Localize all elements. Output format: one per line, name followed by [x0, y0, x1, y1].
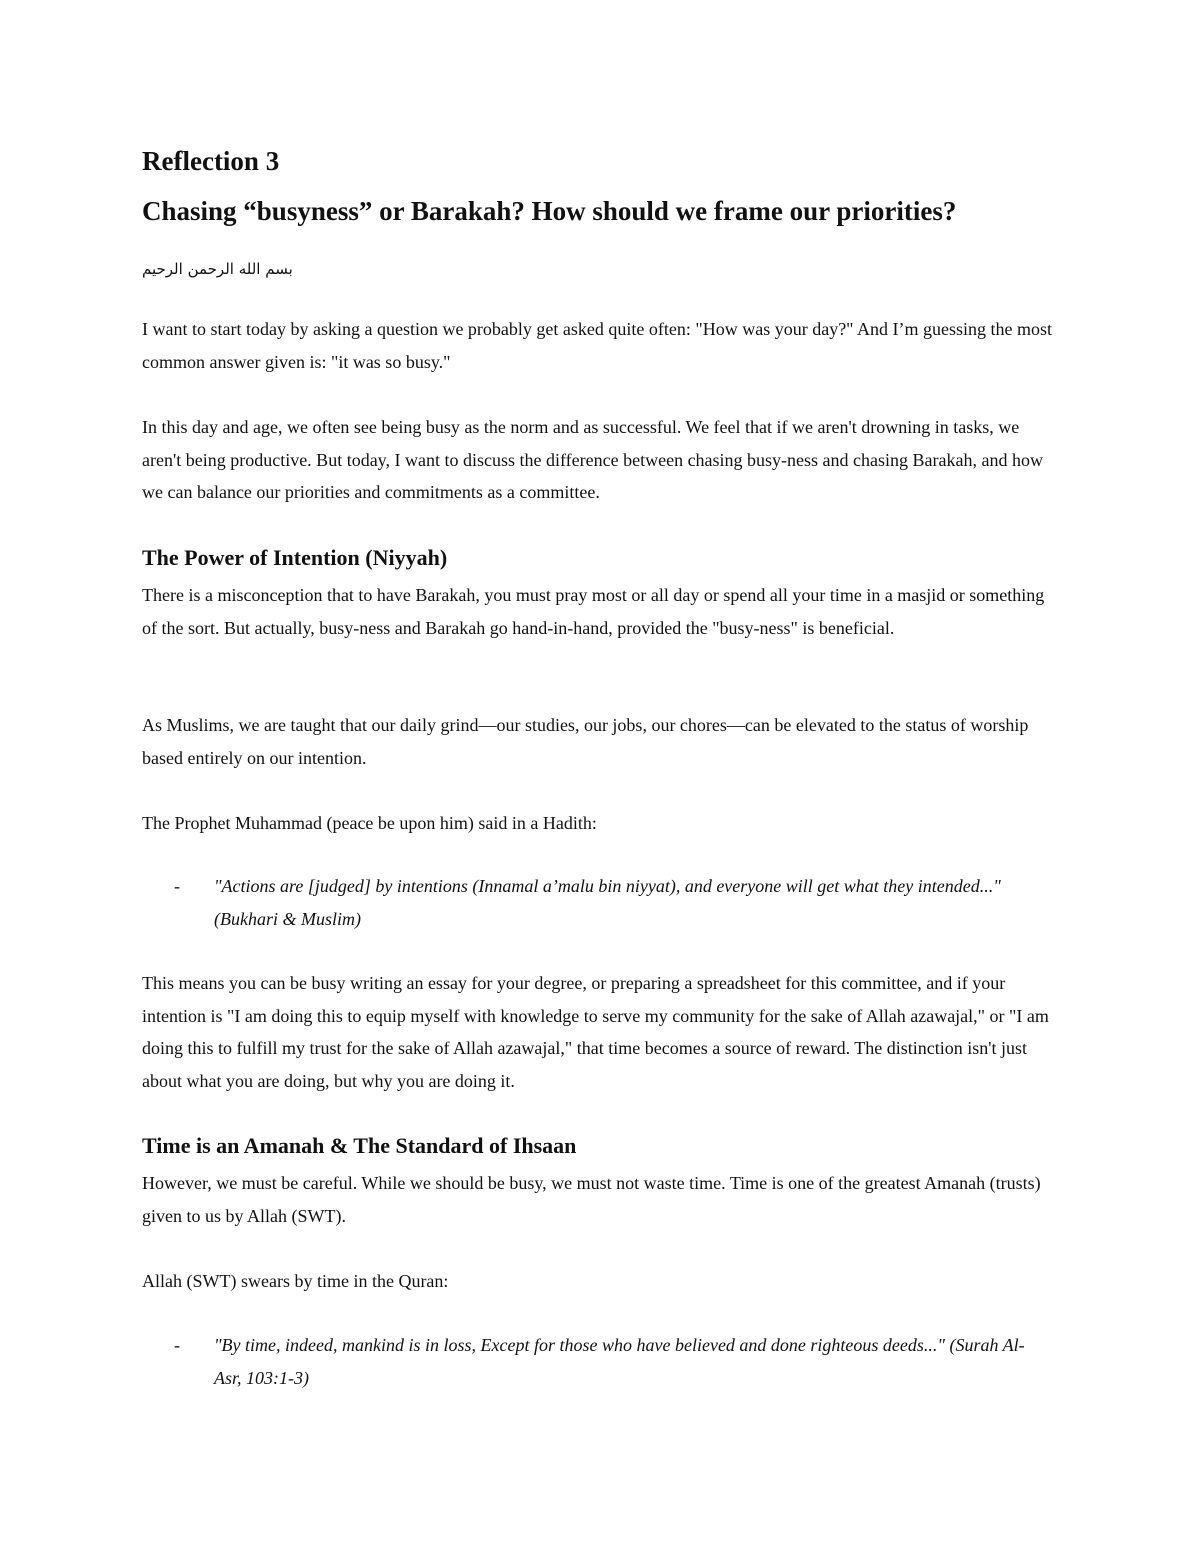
bullet-dash: -	[174, 876, 180, 896]
intention-paragraph-3: The Prophet Muhammad (peace be upon him) said in a Hadith:	[142, 813, 597, 833]
intention-paragraph-1: There is a misconception that to have Barakah, you must pray most or all day or spend all your time in a masjid or something of the sort. But actually, busy-ness and Barakah go hand-in-hand, provided the "busy-ness" is beneficial.	[142, 585, 1045, 638]
hadith-bullet	[174, 870, 1044, 935]
hadith-quote: "Actions are [judged] by intentions (Innamal a’malu bin niyyat), and everyone will get what they intended..." (Bukhari & Muslim)	[214, 876, 1001, 929]
document-title: Reflection 3	[142, 146, 280, 176]
intro-paragraph-1: I want to start today by asking a question we probably get asked quite often: "How was your day?" And I’m guessing the most common answer given is: "it was so busy."	[142, 319, 1053, 372]
section-heading-amanah: Time is an Amanah & The Standard of Ihsaan	[142, 1133, 577, 1158]
quran-quote: "By time, indeed, mankind is in loss, Except for those who have believed and done righteous deeds..." (Surah Al-Asr, 103:1-3)	[214, 1335, 1025, 1388]
section-heading-intention: The Power of Intention (Niyyah)	[142, 545, 448, 570]
quran-bullet	[174, 1329, 1044, 1394]
amanah-paragraph-1: However, we must be careful. While we should be busy, we must not waste time. Time is one of the greatest Amanah (trusts) given to us by Allah (SWT).	[142, 1173, 1041, 1226]
intention-paragraph-4: This means you can be busy writing an essay for your degree, or preparing a spreadsheet for this committee, and if your intention is "I am doing this to equip myself with knowledge to serve my community for the sake of Allah azawajal," or "I am doing this to fulfill my trust for the sake of Allah azawajal," that time becomes a source of reward. The distinction isn't just about what you are doing, but why you are doing it.	[142, 973, 1049, 1091]
basmala-text: بسم الله الرحمن الرحيم	[142, 260, 293, 278]
amanah-paragraph-2: Allah (SWT) swears by time in the Quran:	[142, 1271, 449, 1291]
intention-paragraph-2: As Muslims, we are taught that our daily grind—our studies, our jobs, our chores—can be elevated to the status of worship based entirely on our intention.	[142, 715, 1029, 768]
document-subtitle: Chasing “busyness” or Barakah? How should we frame our priorities?	[142, 196, 957, 226]
intro-paragraph-2: In this day and age, we often see being busy as the norm and as successful. We feel that if we aren't drowning in tasks, we aren't being productive. But today, I want to discuss the difference between chasing busy-ness and chasing Barakah, and how we can balance our priorities and commitments as a committee.	[142, 417, 1043, 502]
bullet-dash: -	[174, 1335, 180, 1355]
